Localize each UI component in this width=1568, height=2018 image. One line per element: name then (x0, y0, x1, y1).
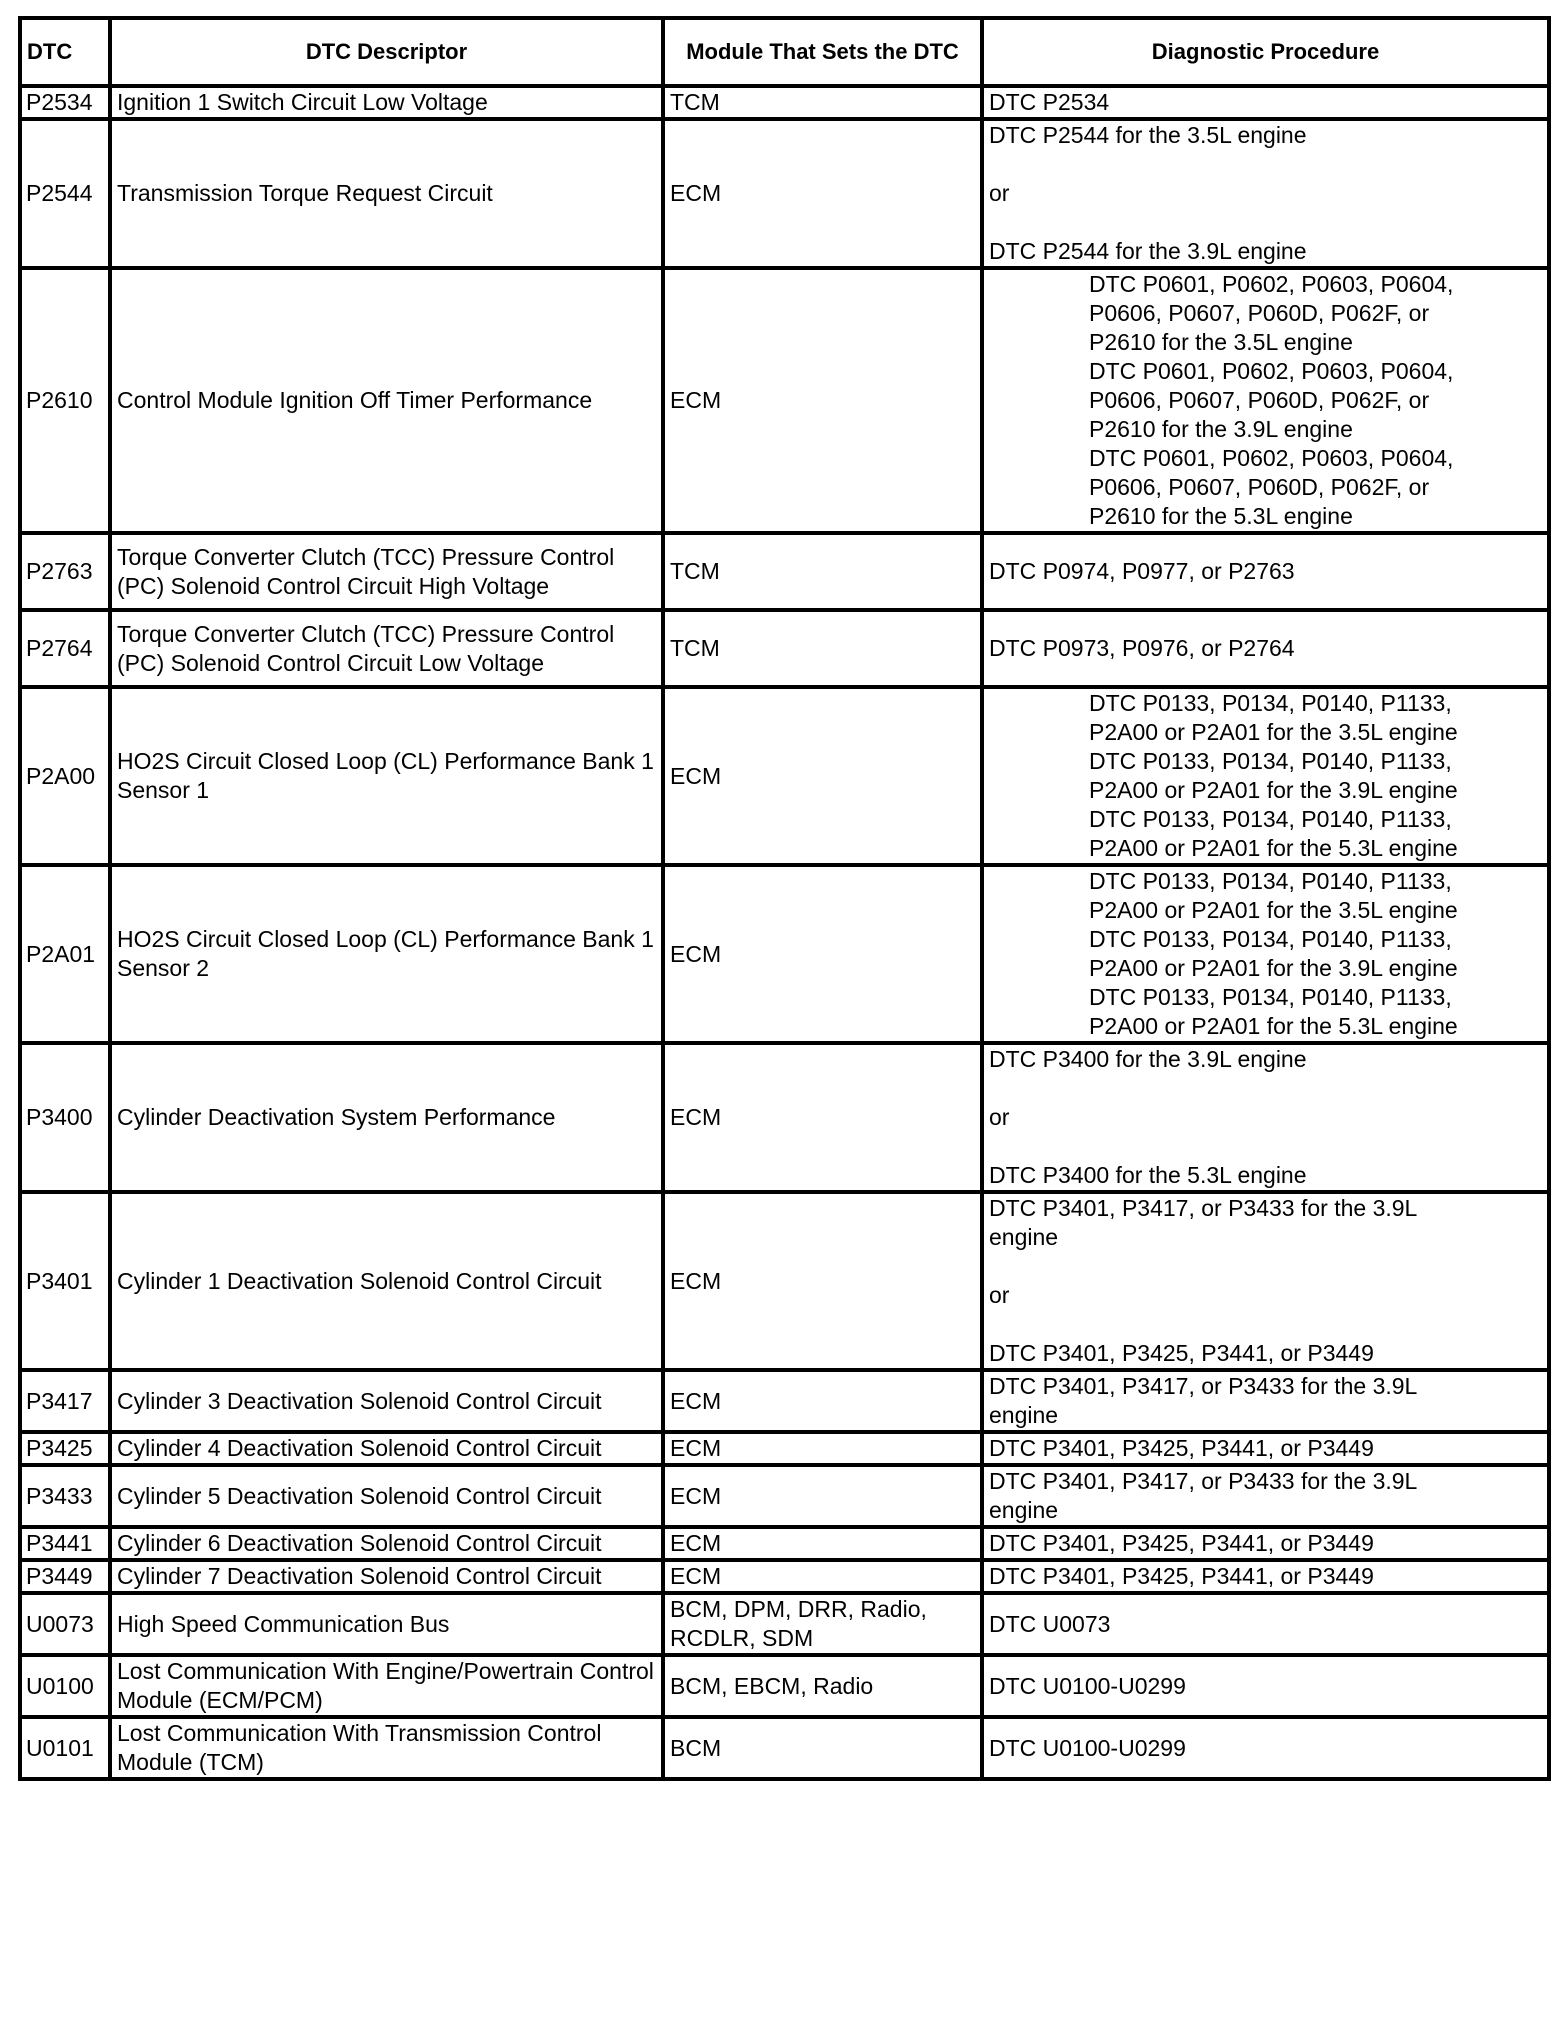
cell-dtc-code: P3401 (20, 1192, 110, 1370)
column-header-module: Module That Sets the DTC (663, 18, 982, 86)
table-row (20, 1527, 1549, 1560)
procedure-line: P2A00 or P2A01 for the 5.3L engine (1089, 835, 1458, 861)
table-header-row (20, 18, 1549, 86)
procedure-line: DTC P0601, P0602, P0603, P0604, (1089, 445, 1454, 471)
column-header-procedure: Diagnostic Procedure (982, 18, 1549, 86)
cell-diagnostic-procedure (982, 1717, 1549, 1779)
procedure-line: DTC P3401, P3417, or P3433 for the 3.9L (989, 1373, 1418, 1399)
cell-diagnostic-procedure (982, 1655, 1549, 1717)
cell-diagnostic-procedure (982, 610, 1549, 687)
procedure-line: DTC P3401, P3417, or P3433 for the 3.9L (989, 1468, 1418, 1494)
cell-dtc-code: U0100 (20, 1655, 110, 1717)
cell-module: ECM (663, 1370, 982, 1432)
cell-dtc-descriptor: HO2S Circuit Closed Loop (CL) Performance Bank 1 Sensor 2 (110, 865, 663, 1043)
procedure-line: P2A00 or P2A01 for the 3.5L engine (1089, 719, 1458, 745)
procedure-line: P2610 for the 3.9L engine (1089, 416, 1353, 442)
cell-dtc-code: P2610 (20, 268, 110, 533)
cell-dtc-descriptor: High Speed Communication Bus (110, 1593, 663, 1655)
procedure-line: P0606, P0607, P060D, P062F, or (1089, 387, 1430, 413)
cell-dtc-descriptor: Cylinder 3 Deactivation Solenoid Control Circuit (110, 1370, 663, 1432)
procedure-line: P2A00 or P2A01 for the 3.9L engine (1089, 777, 1458, 803)
procedure-lines (989, 1434, 1542, 1463)
cell-module: ECM (663, 119, 982, 268)
procedure-line: DTC P2544 for the 3.9L engine (989, 238, 1307, 264)
procedure-line: or (989, 180, 1010, 206)
procedure-line: DTC P0133, P0134, P0140, P1133, (1089, 868, 1452, 894)
cell-module: TCM (663, 610, 982, 687)
cell-module: ECM (663, 1432, 982, 1465)
procedure-lines (989, 270, 1542, 531)
cell-diagnostic-procedure (982, 86, 1549, 119)
procedure-line: DTC U0100-U0299 (989, 1734, 1186, 1761)
cell-module: ECM (663, 1560, 982, 1593)
dtc-table (18, 16, 1551, 1781)
cell-module: BCM (663, 1717, 982, 1779)
cell-diagnostic-procedure (982, 865, 1549, 1043)
cell-dtc-code: P3417 (20, 1370, 110, 1432)
procedure-line: DTC P3400 for the 5.3L engine (989, 1162, 1307, 1188)
procedure-line: DTC P0133, P0134, P0140, P1133, (1089, 690, 1452, 716)
cell-dtc-descriptor: Cylinder 4 Deactivation Solenoid Control Circuit (110, 1432, 663, 1465)
cell-diagnostic-procedure (982, 119, 1549, 268)
procedure-line: P2A00 or P2A01 for the 3.9L engine (1089, 955, 1458, 981)
cell-module: BCM, EBCM, Radio (663, 1655, 982, 1717)
cell-module: ECM (663, 1465, 982, 1527)
procedure-lines (989, 1372, 1542, 1430)
table-row (20, 865, 1549, 1043)
table-row (20, 1192, 1549, 1370)
procedure-line (989, 1252, 1542, 1281)
table-row (20, 1717, 1549, 1779)
procedure-lines (989, 557, 1542, 586)
cell-diagnostic-procedure (982, 1192, 1549, 1370)
procedure-line: engine (989, 1402, 1059, 1428)
table-row (20, 1560, 1549, 1593)
cell-diagnostic-procedure (982, 1432, 1549, 1465)
procedure-lines (989, 1672, 1542, 1701)
cell-module: ECM (663, 1043, 982, 1192)
procedure-lines (989, 1610, 1542, 1639)
cell-dtc-descriptor: Cylinder 1 Deactivation Solenoid Control Circuit (110, 1192, 663, 1370)
table-row (20, 610, 1549, 687)
procedure-lines (989, 1467, 1542, 1525)
cell-module: ECM (663, 865, 982, 1043)
cell-dtc-code: U0073 (20, 1593, 110, 1655)
procedure-lines (989, 121, 1542, 266)
cell-dtc-descriptor: Lost Communication With Engine/Powertrain Control Module (ECM/PCM) (110, 1655, 663, 1717)
cell-diagnostic-procedure (982, 1465, 1549, 1527)
procedure-lines (989, 689, 1542, 863)
cell-dtc-code: P2A00 (20, 687, 110, 865)
procedure-lines (989, 867, 1542, 1041)
cell-dtc-descriptor: Cylinder 5 Deactivation Solenoid Control Circuit (110, 1465, 663, 1527)
table-row (20, 687, 1549, 865)
cell-module: ECM (663, 1192, 982, 1370)
procedure-line: engine (989, 1497, 1059, 1523)
cell-diagnostic-procedure (982, 1370, 1549, 1432)
cell-dtc-code: P3400 (20, 1043, 110, 1192)
procedure-line (989, 1132, 1542, 1161)
procedure-line: P2610 for the 3.5L engine (1089, 329, 1353, 355)
cell-dtc-descriptor: Transmission Torque Request Circuit (110, 119, 663, 268)
procedure-line: DTC P3401, P3425, P3441, or P3449 (989, 1563, 1374, 1589)
cell-diagnostic-procedure (982, 1043, 1549, 1192)
cell-dtc-descriptor: Cylinder 6 Deactivation Solenoid Control Circuit (110, 1527, 663, 1560)
cell-diagnostic-procedure (982, 268, 1549, 533)
cell-diagnostic-procedure (982, 1593, 1549, 1655)
procedure-lines (989, 1562, 1542, 1591)
procedure-line: or (989, 1282, 1010, 1308)
procedure-line: DTC P0133, P0134, P0140, P1133, (1089, 748, 1452, 774)
procedure-line: P2610 for the 5.3L engine (1089, 503, 1353, 529)
procedure-line: DTC P0601, P0602, P0603, P0604, (1089, 358, 1454, 384)
procedure-line: DTC P3401, P3425, P3441, or P3449 (989, 1530, 1374, 1556)
cell-module: ECM (663, 1527, 982, 1560)
procedure-line (989, 1074, 1542, 1103)
procedure-line: DTC P2534 (989, 89, 1110, 115)
cell-dtc-descriptor: Lost Communication With Transmission Control Module (TCM) (110, 1717, 663, 1779)
procedure-line: P2A00 or P2A01 for the 5.3L engine (1089, 1013, 1458, 1039)
procedure-line: DTC P3401, P3425, P3441, or P3449 (989, 1435, 1374, 1461)
cell-dtc-descriptor: Torque Converter Clutch (TCC) Pressure Control (PC) Solenoid Control Circuit High Voltage (110, 533, 663, 610)
cell-module: TCM (663, 533, 982, 610)
table-row (20, 268, 1549, 533)
cell-dtc-code: P3425 (20, 1432, 110, 1465)
cell-dtc-descriptor: Ignition 1 Switch Circuit Low Voltage (110, 86, 663, 119)
procedure-line (989, 208, 1542, 237)
table-row (20, 119, 1549, 268)
procedure-lines (989, 1734, 1542, 1763)
cell-dtc-descriptor: Cylinder 7 Deactivation Solenoid Control Circuit (110, 1560, 663, 1593)
cell-dtc-code: P2763 (20, 533, 110, 610)
table-row (20, 1370, 1549, 1432)
procedure-lines (989, 88, 1542, 117)
procedure-lines (989, 1045, 1542, 1190)
cell-diagnostic-procedure (982, 533, 1549, 610)
cell-dtc-code: P2764 (20, 610, 110, 687)
procedure-line: DTC U0073 (989, 1610, 1111, 1637)
cell-dtc-descriptor: Torque Converter Clutch (TCC) Pressure Control (PC) Solenoid Control Circuit Low Voltage (110, 610, 663, 687)
cell-dtc-code: P2534 (20, 86, 110, 119)
procedure-line (989, 150, 1542, 179)
cell-dtc-code: P3433 (20, 1465, 110, 1527)
table-row (20, 86, 1549, 119)
procedure-line: DTC P0973, P0976, or P2764 (989, 635, 1295, 661)
cell-dtc-code: P3441 (20, 1527, 110, 1560)
cell-diagnostic-procedure (982, 687, 1549, 865)
table-row (20, 533, 1549, 610)
cell-dtc-descriptor: Cylinder Deactivation System Performance (110, 1043, 663, 1192)
procedure-line: P2A00 or P2A01 for the 3.5L engine (1089, 897, 1458, 923)
table-body (20, 86, 1549, 1779)
table-row (20, 1465, 1549, 1527)
procedure-line: or (989, 1104, 1010, 1130)
procedure-line: DTC P3401, P3417, or P3433 for the 3.9L (989, 1195, 1418, 1221)
procedure-line (989, 1310, 1542, 1339)
cell-diagnostic-procedure (982, 1527, 1549, 1560)
procedure-line: engine (989, 1224, 1059, 1250)
cell-dtc-descriptor: HO2S Circuit Closed Loop (CL) Performance Bank 1 Sensor 1 (110, 687, 663, 865)
cell-dtc-code: U0101 (20, 1717, 110, 1779)
procedure-line: DTC P2544 for the 3.5L engine (989, 122, 1307, 148)
cell-dtc-code: P2A01 (20, 865, 110, 1043)
cell-module: ECM (663, 268, 982, 533)
cell-diagnostic-procedure (982, 1560, 1549, 1593)
procedure-line: DTC P0133, P0134, P0140, P1133, (1089, 926, 1452, 952)
procedure-line: P0606, P0607, P060D, P062F, or (1089, 474, 1430, 500)
table-row (20, 1043, 1549, 1192)
cell-module: ECM (663, 687, 982, 865)
procedure-lines (989, 1194, 1542, 1368)
procedure-line: DTC U0100-U0299 (989, 1672, 1186, 1699)
procedure-line: DTC P0601, P0602, P0603, P0604, (1089, 271, 1454, 297)
column-header-dtc: DTC (20, 18, 110, 86)
procedure-line: DTC P0133, P0134, P0140, P1133, (1089, 806, 1452, 832)
procedure-line: DTC P0974, P0977, or P2763 (989, 558, 1295, 584)
table-row (20, 1655, 1549, 1717)
table-row (20, 1593, 1549, 1655)
cell-dtc-descriptor: Control Module Ignition Off Timer Performance (110, 268, 663, 533)
dtc-table-container (18, 16, 1547, 1781)
table-row (20, 1432, 1549, 1465)
procedure-line: P0606, P0607, P060D, P062F, or (1089, 300, 1430, 326)
column-header-descriptor: DTC Descriptor (110, 18, 663, 86)
procedure-line: DTC P3400 for the 3.9L engine (989, 1046, 1307, 1072)
cell-dtc-code: P2544 (20, 119, 110, 268)
cell-module: BCM, DPM, DRR, Radio, RCDLR, SDM (663, 1593, 982, 1655)
procedure-line: DTC P3401, P3425, P3441, or P3449 (989, 1340, 1374, 1366)
cell-module: TCM (663, 86, 982, 119)
cell-dtc-code: P3449 (20, 1560, 110, 1593)
procedure-line: DTC P0133, P0134, P0140, P1133, (1089, 984, 1452, 1010)
procedure-lines (989, 1529, 1542, 1558)
procedure-lines (989, 634, 1542, 663)
